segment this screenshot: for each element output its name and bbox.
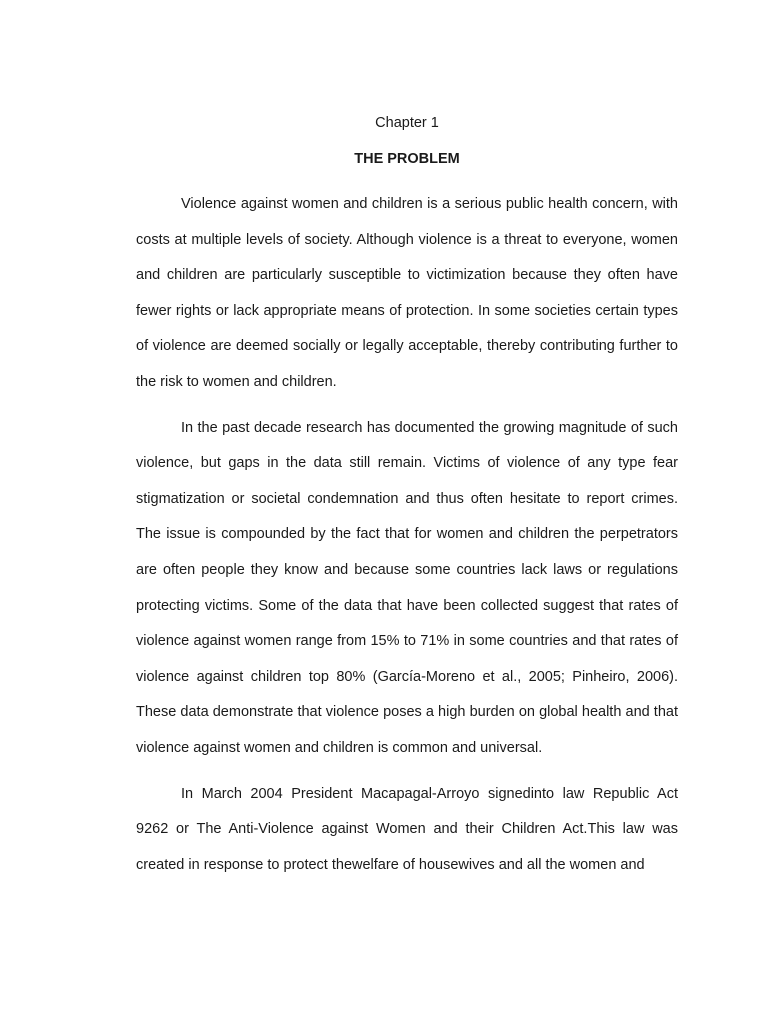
paragraph-3: In March 2004 President Macapagal-Arroyo signedinto law Republic Act 9262 or The Anti-Violence against Women and their Children Act.This law was created in response to protect thewelfare of housewives and all the women and bbox=[136, 785, 678, 873]
body-text bbox=[136, 187, 678, 893]
document-page bbox=[136, 0, 678, 1024]
chapter-label: Chapter 1 bbox=[375, 115, 439, 131]
chapter-title: THE PROBLEM bbox=[354, 151, 460, 167]
paragraph-1: Violence against women and children is a serious public health concern, with costs at multiple levels of society. Although violence is a threat to everyone, women and children are particularly susceptible to victimization because they often have fewer rights or lack appropriate means of protection. In some societies certain types of violence are deemed socially or legally acceptable, thereby contributing further to the risk to women and children. bbox=[136, 196, 678, 390]
paragraph-2: In the past decade research has documented the growing magnitude of such violence, but gaps in the data still remain. Victims of violence of any type fear stigmatization or societal condemnation and thus often hesitate to report crimes. The issue is compounded by the fact that for women and children the perpetrators are often people they know and because some countries lack laws or regulations protecting victims. Some of the data that have been collected suggest that rates of violence against women range from 15% to 71% in some countries and that rates of violence against children top 80% (García-Moreno et al., 2005; Pinheiro, 2006). These data demonstrate that violence poses a high burden on global health and that violence against women and children is common and universal. bbox=[136, 419, 678, 756]
